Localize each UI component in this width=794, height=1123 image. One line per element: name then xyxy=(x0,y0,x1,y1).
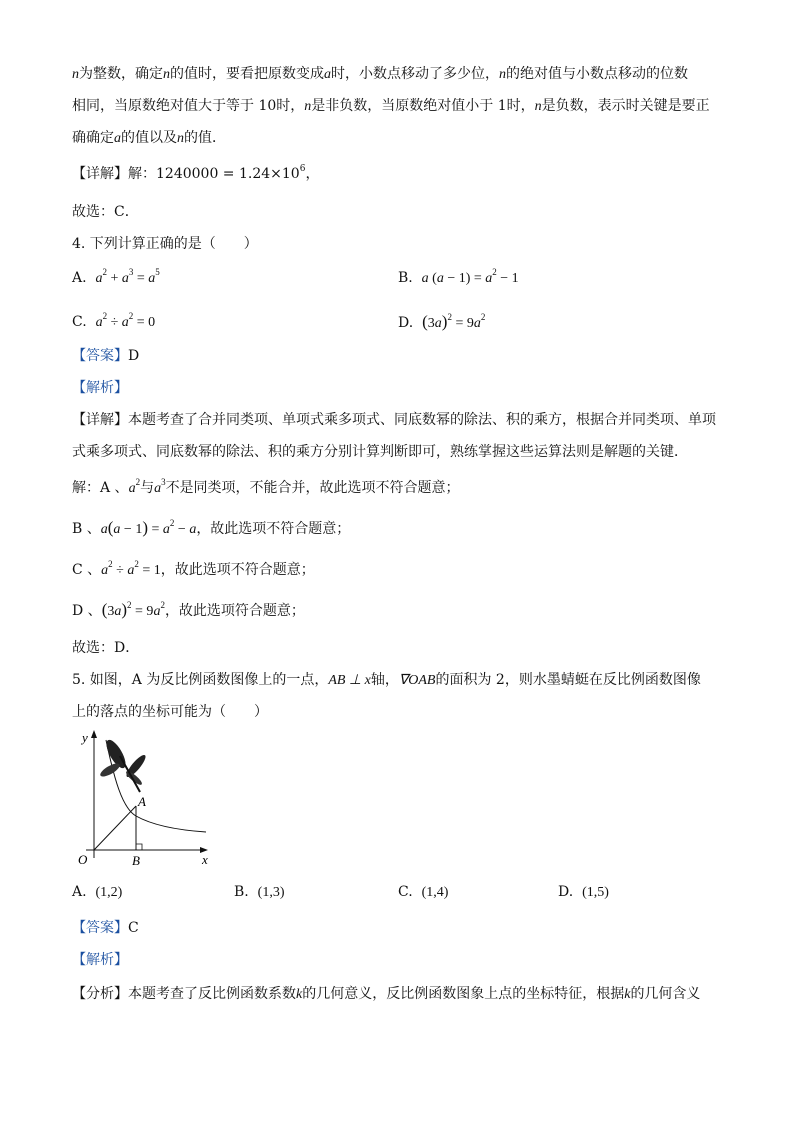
prev-line-2: 相同，当原数绝对值大于等于 10时，n是非负数，当原数绝对值小于 1时，n是负数，表示时关键是要正 xyxy=(72,98,710,114)
q5-fenxi: 【分析】本题考查了反比例函数系数k的几何意义，反比例函数图象上点的坐标特征，根据k的几何含义 xyxy=(72,986,701,1002)
prev-line-3: 确确定a的值以及n的值． xyxy=(72,130,226,146)
q5-stem-1: 5. 如图，A 为反比例函数图像上的一点，AB ⊥ x轴，∇OAB的面积为 2，则水墨蜻蜓在反比例函数图像 xyxy=(72,672,701,688)
label-a: A xyxy=(138,794,146,809)
q5-answer: 【答案】C xyxy=(72,920,139,936)
q4-solution-a: 解：A 、$a^2$与$a^3$不是同类项，不能合并，故此选项不符合题意； xyxy=(72,477,460,496)
label-o: O xyxy=(78,852,88,867)
q4-detail-2: 式乘多项式、同底数幂的除法、积的乘方分别计算判断即可，熟练掌握这些运算法则是解题的关键． xyxy=(72,444,688,460)
q4-option-d: D. $(3a)^2 = 9a^2$ xyxy=(398,312,486,331)
label-b: B xyxy=(132,853,140,868)
q5-option-c: C. (1,4) xyxy=(398,884,449,900)
q4-option-a: A. $a^2 + a^3 = a^5$ xyxy=(72,267,160,286)
segment-oa xyxy=(94,806,136,850)
q4-detail-1: 【详解】本题考查了合并同类项、单项式乘多项式、同底数幂的除法、积的乘方，根据合并同类项、单项 xyxy=(72,412,716,428)
label-y: y xyxy=(82,730,88,745)
q4-choose: 故选：D． xyxy=(72,640,140,656)
q5-option-b: B. (1,3) xyxy=(234,884,285,900)
q4-stem: 4. 下列计算正确的是（ ） xyxy=(72,236,258,252)
q4-analysis-label: 【解析】 xyxy=(72,380,128,396)
q4-option-c: C. $a^2 \div a^2 = 0$ xyxy=(72,311,156,330)
right-angle-mark xyxy=(136,844,142,850)
q5-option-d: D. (1,5) xyxy=(558,884,609,900)
q4-solution-b: B 、$a(a - 1) = a^2 - a$，故此选项不符合题意； xyxy=(72,518,351,537)
prev-choose: 故选：C． xyxy=(72,204,139,220)
prev-detail: 【详解】解：$1240000 = 1.24\times 10^6$， xyxy=(72,164,320,182)
prev-line-1: n为整数，确定n的值时，要看把原数变成a时，小数点移动了多少位，n的绝对值与小数点移动的位数 xyxy=(72,66,688,82)
q5-analysis-label: 【解析】 xyxy=(72,952,128,968)
dragonfly-icon xyxy=(98,737,148,792)
q4-solution-c: C 、$a^2 \div a^2 = 1$，故此选项不符合题意； xyxy=(72,559,315,578)
q5-stem-2: 上的落点的坐标可能为（ ） xyxy=(72,704,268,720)
q4-answer: 【答案】D xyxy=(72,348,140,364)
q5-figure xyxy=(76,728,226,868)
label-x: x xyxy=(202,852,208,867)
q4-solution-d: D 、$(3a)^2 = 9a^2$，故此选项符合题意； xyxy=(72,600,305,619)
q5-option-a: A. (1,2) xyxy=(72,884,123,900)
q4-option-b: B. a $(a - 1) = a^2 - 1$ xyxy=(398,267,519,286)
y-axis-arrow-icon xyxy=(91,730,97,738)
